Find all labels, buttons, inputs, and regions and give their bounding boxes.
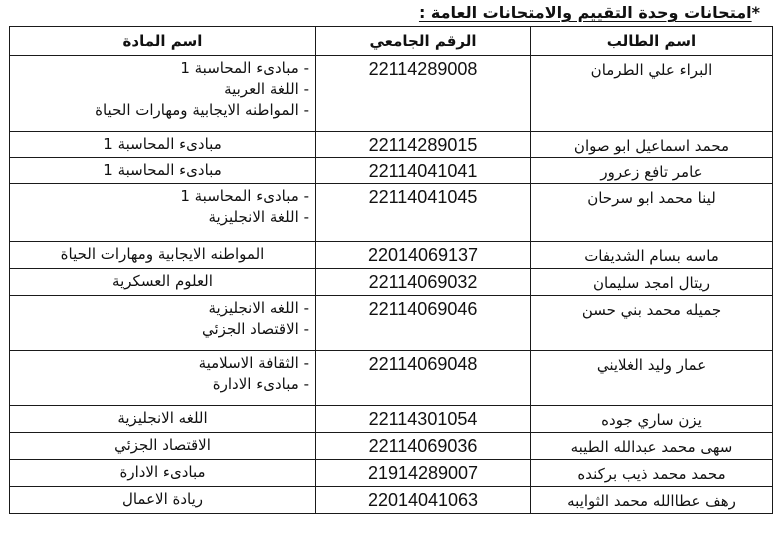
subject-cell [10, 242, 316, 269]
subject-cell [10, 269, 316, 296]
page-title [419, 3, 760, 23]
student-name-cell: عامر تافع زعرور [531, 158, 773, 184]
student-name-cell: رهف عطاالله محمد الثوايبه [531, 487, 773, 514]
subject-cell [10, 460, 316, 487]
subject-cell [10, 158, 316, 184]
subject-line: اللغه الانجليزية [117, 409, 208, 427]
subject-line: - اللغة العربية [16, 79, 309, 100]
subject-cell [10, 296, 316, 351]
table-row [10, 242, 773, 269]
table-row [10, 433, 773, 460]
student-name-cell: جميله محمد بني حسن [531, 296, 773, 351]
table-row [10, 406, 773, 433]
subject-line: - مبادىء الادارة [16, 374, 309, 395]
subject-cell [10, 406, 316, 433]
subject-cell [10, 351, 316, 406]
header-row [10, 27, 773, 56]
subject-cell [10, 433, 316, 460]
table-row [10, 351, 773, 406]
university-number-cell: 21914289007 [316, 460, 531, 487]
table-row [10, 296, 773, 351]
student-name-cell: سهى محمد عبدالله الطيبه [531, 433, 773, 460]
table-row [10, 158, 773, 184]
title-text: امتحانات وحدة التقييم والامتحانات العامة : [418, 3, 752, 22]
subject-line: العلوم العسكرية [112, 272, 213, 290]
student-name-cell: البراء علي الطرمان [531, 56, 773, 132]
subject-line: - المواطنه الايجابية ومهارات الحياة [16, 100, 309, 121]
student-name-cell: محمد اسماعيل ابو صوان [531, 132, 773, 158]
header-subject-name: اسم المادة [10, 27, 316, 56]
student-name-cell: لينا محمد ابو سرحان [531, 184, 773, 242]
subject-cell [10, 184, 316, 242]
table-row [10, 184, 773, 242]
university-number-cell: 22014069137 [316, 242, 531, 269]
table-row [10, 460, 773, 487]
university-number-cell: 22114069046 [316, 296, 531, 351]
subject-line: - الاقتصاد الجزئي [16, 319, 309, 340]
student-name-cell: يزن ساري جوده [531, 406, 773, 433]
results-table [9, 26, 773, 514]
university-number-cell: 22014041063 [316, 487, 531, 514]
subject-cell [10, 56, 316, 132]
table-row [10, 269, 773, 296]
university-number-cell: 22114069032 [316, 269, 531, 296]
student-name-cell: ريتال امجد سليمان [531, 269, 773, 296]
subject-line: مبادىء الادارة [119, 463, 206, 481]
university-number-cell: 22114289008 [316, 56, 531, 132]
student-name-cell: ماسه بسام الشديفات [531, 242, 773, 269]
table-row [10, 487, 773, 514]
university-number-cell: 22114289015 [316, 132, 531, 158]
subject-line: المواطنه الايجابية ومهارات الحياة [60, 245, 265, 263]
table-row [10, 56, 773, 132]
table-body [10, 56, 773, 514]
university-number-cell: 22114069048 [316, 351, 531, 406]
subject-line: مبادىء المحاسبة 1 [103, 161, 222, 179]
header-student-name: اسم الطالب [531, 27, 773, 56]
university-number-cell: 22114301054 [316, 406, 531, 433]
subject-line: - الثقافة الاسلامية [16, 353, 309, 374]
subject-line: - اللغة الانجليزية [16, 207, 309, 228]
student-name-cell: عمار وليد الغلايني [531, 351, 773, 406]
subject-cell [10, 132, 316, 158]
student-name-cell: محمد محمد ذيب بركنده [531, 460, 773, 487]
title-prefix: * [751, 3, 760, 22]
university-number-cell: 22114041045 [316, 184, 531, 242]
university-number-cell: 22114069036 [316, 433, 531, 460]
university-number-cell: 22114041041 [316, 158, 531, 184]
subject-line: - اللغه الانجليزية [16, 298, 309, 319]
subject-line: - مبادىء المحاسبة 1 [16, 186, 309, 207]
subject-line: الاقتصاد الجزئي [114, 436, 211, 454]
header-university-number: الرقم الجامعي [316, 27, 531, 56]
subject-cell [10, 487, 316, 514]
subject-line: - مبادىء المحاسبة 1 [16, 58, 309, 79]
subject-line: مبادىء المحاسبة 1 [103, 135, 222, 153]
table-row [10, 132, 773, 158]
subject-line: ريادة الاعمال [121, 490, 204, 508]
